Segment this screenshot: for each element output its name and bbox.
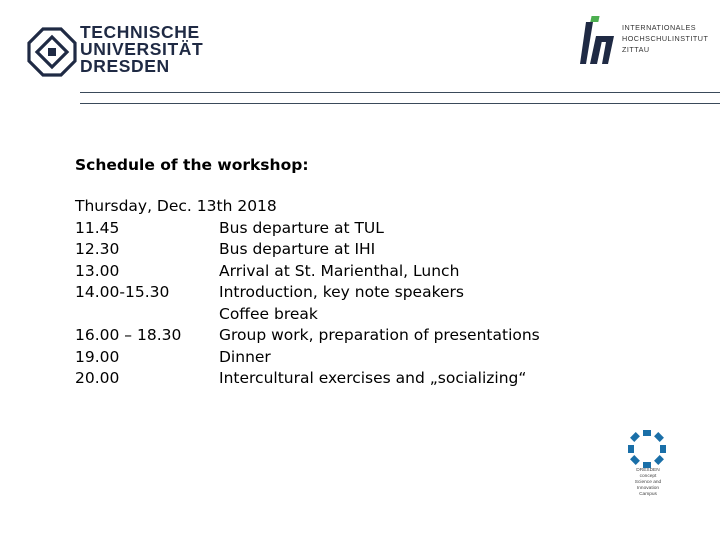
- ihi-line-3: ZITTAU: [622, 45, 650, 54]
- schedule: [75, 155, 675, 390]
- schedule-row: [75, 282, 675, 304]
- tud-wordmark: [80, 24, 203, 75]
- schedule-event: Bus departure at TUL: [219, 218, 384, 237]
- schedule-time: [75, 304, 219, 326]
- header-rule-top: [80, 92, 720, 93]
- dk-line-3: Science and: [634, 480, 662, 485]
- schedule-row: [75, 325, 675, 347]
- schedule-event: Bus departure at IHI: [219, 240, 376, 258]
- schedule-event: Intercultural exercises and „socializing“: [219, 369, 527, 387]
- schedule-heading: Schedule of the workshop:: [75, 156, 309, 174]
- schedule-time: 16.00 – 18.30: [75, 326, 182, 344]
- schedule-time: 19.00: [75, 347, 120, 366]
- schedule-row: [75, 368, 675, 390]
- schedule-time: 20.00: [75, 369, 120, 387]
- dk-line-2: concept: [639, 474, 657, 479]
- schedule-time: 13.00: [75, 261, 120, 280]
- ihi-line-1: INTERNATIONALES: [622, 23, 697, 32]
- ihi-line-2: HOCHSCHULINSTITUT: [622, 34, 709, 43]
- schedule-time: 11.45: [75, 218, 120, 237]
- schedule-day: Thursday, Dec. 13th 2018: [75, 197, 277, 215]
- schedule-row: [75, 347, 675, 369]
- dresden-concept-wordmark: [626, 468, 670, 498]
- tud-line-1: TECHNISCHE: [80, 22, 200, 42]
- schedule-event: Dinner: [219, 347, 271, 366]
- schedule-row: [75, 304, 675, 326]
- ihi-logo-icon: [580, 14, 618, 66]
- header-rule-bottom: [80, 103, 720, 104]
- schedule-time: 12.30: [75, 240, 120, 258]
- tud-line-3: DRESDEN: [80, 56, 170, 76]
- schedule-row: [75, 218, 675, 240]
- dk-line-4: Innovation: [636, 486, 660, 491]
- schedule-time: 14.00-15.30: [75, 283, 170, 301]
- schedule-event: Coffee break: [219, 304, 318, 323]
- dk-line-1: DRESDEN: [636, 468, 660, 473]
- tud-logo-icon: [26, 26, 78, 78]
- header: [0, 0, 720, 108]
- schedule-event: Introduction, key note speakers: [219, 283, 464, 301]
- schedule-event: Arrival at St. Marienthal, Lunch: [219, 261, 460, 280]
- ihi-wordmark: [622, 22, 708, 55]
- tud-line-2: UNIVERSITÄT: [80, 39, 204, 59]
- schedule-row: [75, 261, 675, 283]
- schedule-event: Group work, preparation of presentations: [219, 326, 540, 344]
- schedule-row: [75, 239, 675, 261]
- dk-line-5: Campus: [639, 492, 657, 497]
